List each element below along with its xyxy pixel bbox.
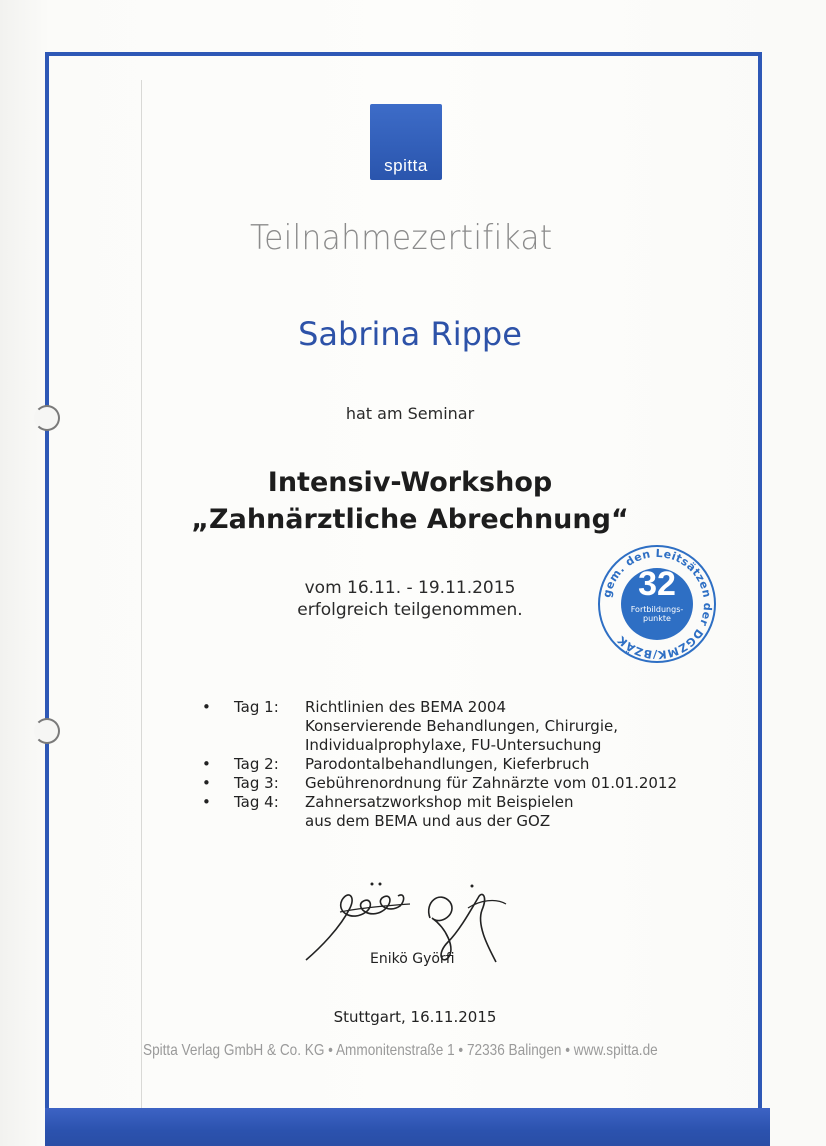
agenda-day-label: Tag 1:: [234, 698, 279, 716]
spitta-logo: [370, 104, 442, 180]
agenda-line: Parodontalbehandlungen, Kieferbruch: [305, 755, 590, 773]
seminar-title: [130, 464, 690, 538]
agenda-line: Richtlinien des BEMA 2004: [305, 698, 506, 716]
agenda-day-label: Tag 4:: [234, 793, 279, 811]
badge-points-label-line1: Fortbildungs-: [630, 605, 684, 614]
agenda-day-label: Tag 2:: [234, 755, 279, 773]
date-range: vom 16.11. - 19.11.2015: [304, 578, 516, 598]
badge-ring-text: gem. den Leitsätzen der DGZMK/BZÄK: [600, 546, 715, 662]
agenda-line: Individualprophylaxe, FU-Untersuchung: [305, 736, 602, 754]
agenda-item: [202, 774, 722, 793]
badge-seal-icon: [596, 543, 718, 665]
agenda-item: [202, 755, 722, 774]
bullet: •: [202, 774, 211, 792]
certificate-title: Teilnahmezertifikat: [250, 218, 553, 258]
agenda-line: Zahnersatzworkshop mit Beispielen: [305, 793, 574, 811]
punch-hole-bottom: [34, 718, 60, 744]
blue-frame-bottom-band: [45, 1108, 770, 1146]
completion-text: erfolgreich teilgenommen.: [297, 600, 523, 620]
logo-text: spitta: [384, 156, 428, 175]
agenda-list: [202, 698, 722, 831]
agenda-line: aus dem BEMA und aus der GOZ: [305, 812, 551, 830]
punch-hole-top: [34, 405, 60, 431]
agenda-item: [202, 793, 722, 831]
agenda-day-label: Tag 3:: [234, 774, 279, 792]
place-and-date: Stuttgart, 16.11.2015: [333, 1008, 497, 1026]
publisher-footer: Spitta Verlag GmbH & Co. KG • Ammonitenstraße 1 • 72336 Balingen • www.spitta.de: [143, 1042, 658, 1059]
badge-points: 32: [638, 565, 676, 603]
agenda-item: [202, 698, 722, 755]
badge-points-label: [596, 605, 718, 623]
cme-points-badge: [596, 543, 718, 665]
signer-name: Enikö Györfi: [370, 951, 455, 967]
intro-text: hat am Seminar: [345, 404, 475, 423]
bullet: •: [202, 698, 211, 716]
recipient-name: Sabrina Rippe: [298, 315, 522, 353]
agenda-line: Gebührenordnung für Zahnärzte vom 01.01.2012: [305, 774, 678, 792]
agenda-line: Konservierende Behandlungen, Chirurgie,: [305, 717, 618, 735]
seminar-title-line1: Intensiv-Workshop: [267, 467, 553, 498]
badge-points-label-line2: punkte: [643, 614, 671, 623]
bullet: •: [202, 793, 211, 811]
bullet: •: [202, 755, 211, 773]
seminar-title-line2: „Zahnärztliche Abrechnung“: [191, 504, 629, 535]
seminar-dates: [210, 577, 610, 621]
